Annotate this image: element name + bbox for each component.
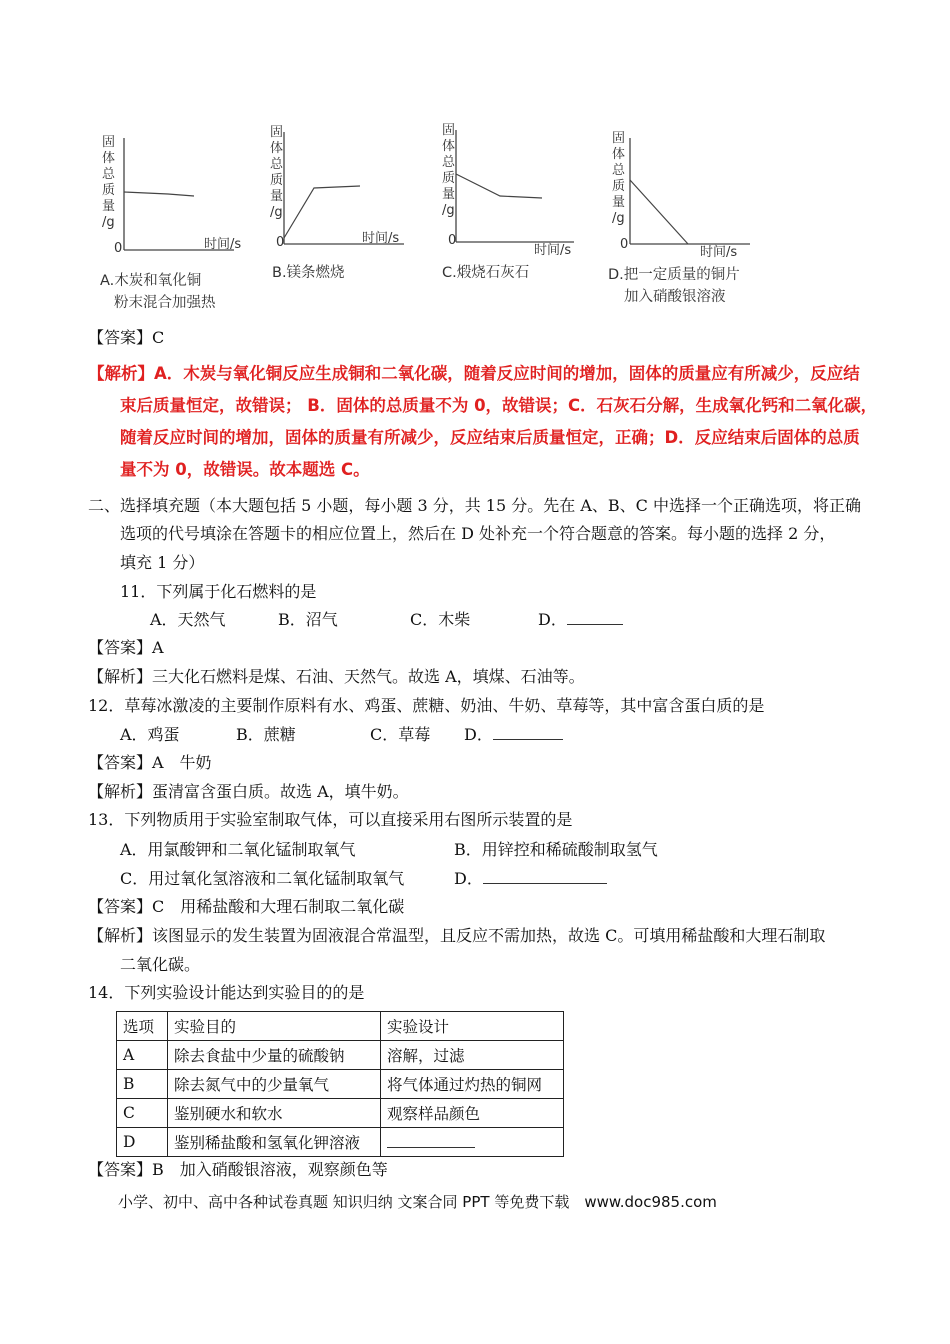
table-header: 实验目的 xyxy=(168,1012,381,1041)
q13-stem: 13．下列物质用于实验室制取气体，可以直接采用右图所示装置的是 xyxy=(88,810,573,829)
q13-answer: 【答案】C 用稀盐酸和大理石制取二氧化碳 xyxy=(88,897,405,916)
svg-text:体: 体 xyxy=(270,141,284,156)
svg-text:总: 总 xyxy=(102,167,116,182)
svg-text:时间/s: 时间/s xyxy=(362,231,400,246)
graph-a-ylabel: 固 xyxy=(102,135,116,150)
svg-text:总: 总 xyxy=(442,155,456,170)
q10-analysis-2: 束后质量恒定，故错误； B．固体的总质量不为 0，故错误；C．石灰石分解，生成氧化钙和二氧化碳， xyxy=(120,396,878,415)
graph-b-plot xyxy=(268,122,408,252)
graph-d xyxy=(606,128,756,262)
q11-blank xyxy=(567,610,623,625)
table-cell: 将气体通过灼热的铜网 xyxy=(381,1070,564,1099)
graph-d-caption: D.把一定质量的铜片 加入硝酸银溶液 xyxy=(608,267,740,305)
svg-text:固: 固 xyxy=(270,125,284,140)
table-cell: 溶解，过滤 xyxy=(381,1041,564,1070)
svg-text:时间/s: 时间/s xyxy=(534,243,572,258)
q13-analysis-1: 【解析】该图显示的发生装置为固液混合常温型，且反应不需加热，故选 C。可填用稀盐酸和大理石制取 xyxy=(88,926,826,945)
table-cell: 鉴别稀盐酸和氢氧化钾溶液 xyxy=(168,1128,381,1157)
svg-text:0: 0 xyxy=(620,237,629,252)
q12-option-b: B．蔗糖 xyxy=(236,725,296,744)
q13-option-d: D． xyxy=(454,869,607,889)
table-cell: A xyxy=(117,1041,168,1070)
q12-analysis: 【解析】蛋清富含蛋白质。故选 A，填牛奶。 xyxy=(88,782,409,801)
graph-d-plot xyxy=(606,128,756,258)
graph-c-plot xyxy=(438,120,578,258)
q10-analysis-4: 量不为 0，故错误。故本题选 C。 xyxy=(120,460,370,479)
graph-a-xlabel: 时间/s xyxy=(204,237,242,252)
q11-analysis: 【解析】三大化石燃料是煤、石油、天然气。故选 A，填煤、石油等。 xyxy=(88,667,585,686)
svg-text:固: 固 xyxy=(612,131,626,146)
graph-b-curve xyxy=(284,186,360,238)
svg-text:量: 量 xyxy=(612,195,626,210)
graph-a-origin: 0 xyxy=(114,241,123,256)
graph-a-plot xyxy=(98,128,242,258)
q12-option-d: D． xyxy=(464,725,563,745)
q14-blank xyxy=(387,1133,475,1148)
svg-text:体: 体 xyxy=(612,147,626,162)
svg-text:时间/s: 时间/s xyxy=(700,245,738,260)
table-cell: 除去食盐中少量的硫酸钠 xyxy=(168,1041,381,1070)
svg-text:质: 质 xyxy=(270,173,284,188)
table-header: 实验设计 xyxy=(381,1012,564,1041)
q14-table xyxy=(116,1011,564,1157)
svg-text:总: 总 xyxy=(612,163,626,178)
table-header: 选项 xyxy=(117,1012,168,1041)
svg-text:0: 0 xyxy=(276,235,285,250)
q12-stem: 12．草莓冰激凌的主要制作原料有水、鸡蛋、蔗糖、奶油、牛奶、草莓等，其中富含蛋白质的是 xyxy=(88,696,765,715)
svg-text:/g: /g xyxy=(442,203,455,218)
q13-option-c: C．用过氧化氢溶液和二氧化锰制取氧气 xyxy=(120,869,405,888)
svg-text:总: 总 xyxy=(270,157,284,172)
svg-text:固: 固 xyxy=(442,123,456,138)
graph-a xyxy=(98,128,242,262)
svg-text:/g: /g xyxy=(270,205,283,220)
q12-blank xyxy=(493,725,563,740)
svg-text:/g: /g xyxy=(102,215,115,230)
q11-stem: 11．下列属于化石燃料的是 xyxy=(120,582,317,601)
q13-blank xyxy=(483,869,607,884)
q13-option-a: A．用氯酸钾和二氧化锰制取氧气 xyxy=(120,840,356,859)
svg-text:质: 质 xyxy=(442,171,456,186)
graph-b xyxy=(268,122,408,256)
section2-line-1: 二、选择填充题（本大题包括 5 小题，每小题 3 分，共 15 分。先在 A、B、C 中选择一个正确选项，将正确 xyxy=(88,496,861,515)
q11-option-c: C．木柴 xyxy=(410,610,471,629)
graph-c-caption: C.煅烧石灰石 xyxy=(442,265,530,281)
svg-text:体: 体 xyxy=(442,139,456,154)
svg-text:量: 量 xyxy=(442,187,456,202)
table-row xyxy=(117,1128,564,1157)
q12-option-a: A．鸡蛋 xyxy=(120,725,180,744)
graph-d-curve xyxy=(630,180,688,244)
table-cell xyxy=(381,1128,564,1157)
table-cell: C xyxy=(117,1099,168,1128)
q12-answer: 【答案】A 牛奶 xyxy=(88,753,212,772)
table-header-row xyxy=(117,1012,564,1041)
graph-a-caption: A.木炭和氧化铜 粉末混合加强热 xyxy=(100,273,216,311)
section2-line-3: 填充 1 分） xyxy=(120,553,205,572)
graph-c xyxy=(438,120,578,258)
q10-analysis-1: 【解析】A．木炭与氧化铜反应生成铜和二氧化碳，随着反应时间的增加，固体的质量应有所减少，反应结 xyxy=(88,364,860,383)
table-cell: 鉴别硬水和软水 xyxy=(168,1099,381,1128)
q11-option-b: B．沼气 xyxy=(278,610,338,629)
graph-b-caption: B.镁条燃烧 xyxy=(272,265,345,281)
q10-analysis-3: 随着反应时间的增加，固体的质量有所减少，反应结束后质量恒定，正确；D．反应结束后固体的总质 xyxy=(120,428,860,447)
svg-text:量: 量 xyxy=(102,199,116,214)
table-cell: 观察样品颜色 xyxy=(381,1099,564,1128)
svg-text:量: 量 xyxy=(270,189,284,204)
q14-answer: 【答案】B 加入硝酸银溶液，观察颜色等 xyxy=(88,1160,388,1179)
graph-c-curve xyxy=(456,174,542,198)
table-cell: D xyxy=(117,1128,168,1157)
graph-a-curve xyxy=(124,192,194,196)
table-cell: 除去氮气中的少量氧气 xyxy=(168,1070,381,1099)
q12-option-c: C．草莓 xyxy=(370,725,431,744)
table-cell: B xyxy=(117,1070,168,1099)
table-row xyxy=(117,1099,564,1128)
q11-option-a: A．天然气 xyxy=(150,610,226,629)
q13-option-b: B．用锌控和稀硫酸制取氢气 xyxy=(454,840,658,859)
q13-analysis-2: 二氧化碳。 xyxy=(120,955,201,974)
q14-stem: 14．下列实验设计能达到实验目的的是 xyxy=(88,983,365,1002)
section2-line-2: 选项的代号填涂在答题卡的相应位置上，然后在 D 处补充一个符合题意的答案。每小题的选择 2 分， xyxy=(120,524,836,543)
svg-text:质: 质 xyxy=(612,179,626,194)
footer-text: 小学、初中、高中各种试卷真题 知识归纳 文案合同 PPT 等免费下载 www.doc985.com xyxy=(118,1193,717,1211)
q11-answer: 【答案】A xyxy=(88,638,164,657)
q10-answer: 【答案】C xyxy=(88,328,165,347)
table-row xyxy=(117,1070,564,1099)
svg-text:体: 体 xyxy=(102,151,116,166)
table-row xyxy=(117,1041,564,1070)
svg-text:质: 质 xyxy=(102,183,116,198)
svg-text:0: 0 xyxy=(448,233,457,248)
q11-option-d: D． xyxy=(538,610,623,630)
svg-text:/g: /g xyxy=(612,211,625,226)
